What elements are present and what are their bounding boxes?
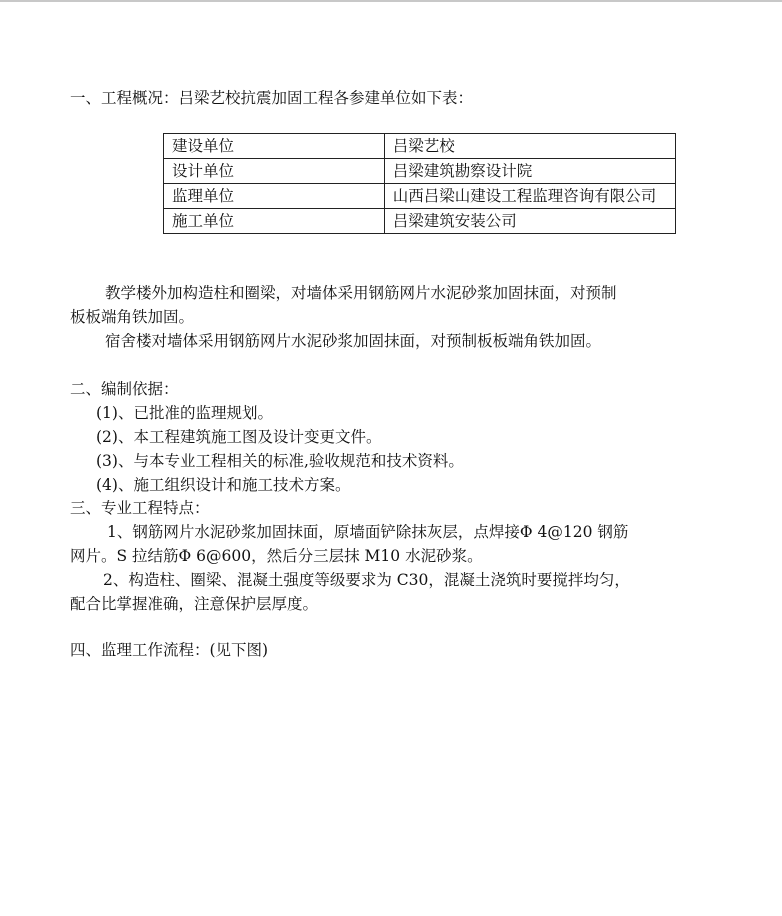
table-cell-value: 吕梁建筑安装公司 bbox=[384, 209, 675, 234]
basis-item-3: (3)、与本专业工程相关的标准,验收规范和技术资料。 bbox=[96, 452, 464, 470]
table-cell-label: 施工单位 bbox=[164, 209, 385, 234]
paragraph-teaching-building-line2: 板板端角铁加固。 bbox=[70, 308, 195, 326]
paragraph-dormitory: 宿舍楼对墙体采用钢筋网片水泥砂浆加固抹面，对预制板板端角铁加固。 bbox=[105, 332, 602, 350]
section4-heading: 四、监理工作流程：(见下图) bbox=[70, 641, 269, 659]
section2-heading: 二、编制依据： bbox=[70, 380, 179, 398]
feature-2-line1: 2、构造柱、圈梁、混凝土强度等级要求为 C30，混凝土浇筑时要搅拌均匀， bbox=[103, 571, 630, 589]
table-cell-label: 监理单位 bbox=[164, 184, 385, 209]
table-cell-value: 山西吕梁山建设工程监理咨询有限公司 bbox=[384, 184, 675, 209]
feature-1-line2: 网片。S 拉结筋Φ 6@600，然后分三层抹 M10 水泥砂浆。 bbox=[70, 547, 483, 565]
participating-units-table bbox=[163, 133, 676, 234]
paragraph-teaching-building-line1: 教学楼外加构造柱和圈梁，对墙体采用钢筋网片水泥砂浆加固抹面，对预制 bbox=[105, 284, 617, 302]
feature-2-line2: 配合比掌握准确，注意保护层厚度。 bbox=[70, 595, 319, 613]
basis-item-4: (4)、施工组织设计和施工技术方案。 bbox=[96, 476, 351, 494]
table-cell-label: 设计单位 bbox=[164, 159, 385, 184]
section3-heading: 三、专业工程特点： bbox=[70, 499, 210, 517]
table-row bbox=[164, 184, 676, 209]
feature-1-line1: 1、钢筋网片水泥砂浆加固抹面，原墙面铲除抹灰层，点焊接Φ 4@120 钢筋 bbox=[107, 523, 629, 541]
section1-heading: 一、工程概况：吕梁艺校抗震加固工程各参建单位如下表： bbox=[70, 89, 474, 107]
table-row bbox=[164, 159, 676, 184]
basis-item-2: (2)、本工程建筑施工图及设计变更文件。 bbox=[96, 428, 382, 446]
basis-item-1: (1)、已批准的监理规划。 bbox=[96, 404, 273, 422]
table-cell-label: 建设单位 bbox=[164, 134, 385, 159]
table-cell-value: 吕梁艺校 bbox=[384, 134, 675, 159]
table-cell-value: 吕梁建筑勘察设计院 bbox=[384, 159, 675, 184]
table-row bbox=[164, 134, 676, 159]
table-row bbox=[164, 209, 676, 234]
